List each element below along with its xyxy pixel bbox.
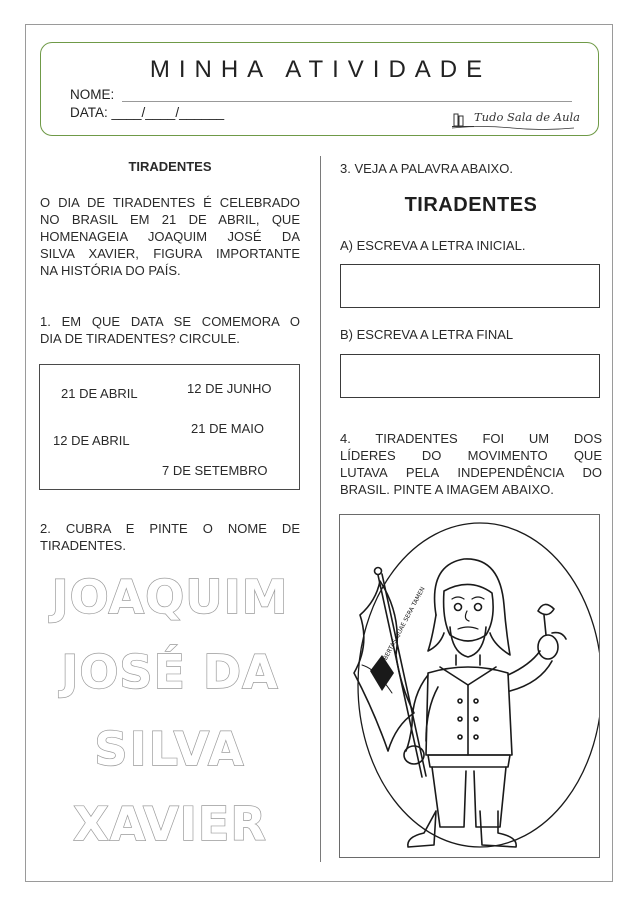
- data-label: DATA: ____/____/______: [70, 105, 225, 120]
- question-3: 3. VEJA A PALAVRA ABAIXO.: [340, 161, 513, 176]
- trace-word-silva[interactable]: SILVA: [94, 722, 246, 776]
- featured-word: TIRADENTES: [404, 194, 538, 216]
- nome-label: NOME:: [70, 87, 115, 102]
- trace-word-xavier[interactable]: XAVIER: [73, 797, 267, 851]
- coloring-image-frame[interactable]: [339, 514, 600, 858]
- column-divider: [320, 156, 321, 862]
- section-heading: TIRADENTES: [128, 159, 212, 174]
- trace-word-jose-da[interactable]: JOSÉ DA: [61, 645, 279, 699]
- logo-underline: [452, 125, 574, 131]
- date-option-12-junho[interactable]: 12 DE JUNHO: [187, 381, 272, 396]
- date-option-12-abril[interactable]: 12 DE ABRIL: [53, 433, 130, 448]
- brand-logo: [452, 108, 581, 130]
- date-option-21-abril[interactable]: 21 DE ABRIL: [61, 386, 138, 401]
- intro-line: O DIA DE TIRADENTES É CELEBRADO: [40, 195, 300, 210]
- flag-text: LIBERTAS QUAE SERA TAMEN: [379, 585, 427, 666]
- intro-line: SILVA XAVIER, FIGURA IMPORTANTE: [40, 246, 300, 261]
- intro-line: HOMENAGEIA JOAQUIM JOSÉ DA: [40, 229, 300, 244]
- date-option-7-setembro[interactable]: 7 DE SETEMBRO: [162, 463, 268, 478]
- intro-line: NO BRASIL EM 21 DE ABRIL, QUE: [40, 212, 300, 227]
- logo-text: Tudo Sala de Aula: [474, 110, 581, 124]
- question-2-line: 2. CUBRA E PINTE O NOME DE: [40, 521, 300, 536]
- nome-write-line[interactable]: [122, 101, 572, 102]
- question-4-line: LÍDERES DO MOVIMENTO QUE: [340, 448, 602, 463]
- page-title: MINHA ATIVIDADE: [149, 56, 492, 83]
- answer-box-initial-letter[interactable]: [340, 264, 600, 308]
- intro-line: NA HISTÓRIA DO PAÍS.: [40, 263, 181, 278]
- question-3b: B) ESCREVA A LETRA FINAL: [340, 327, 514, 342]
- answer-box-final-letter[interactable]: [340, 354, 600, 398]
- question-4-line: 4. TIRADENTES FOI UM DOS: [340, 431, 602, 446]
- question-2-line: TIRADENTES.: [40, 538, 126, 553]
- question-1-line: 1. EM QUE DATA SE COMEMORA O: [40, 314, 300, 329]
- trace-word-joaquim[interactable]: JOAQUIM: [51, 570, 289, 624]
- question-3a: A) ESCREVA A LETRA INICIAL.: [340, 238, 526, 253]
- question-1-line: DIA DE TIRADENTES? CIRCULE.: [40, 331, 240, 346]
- date-option-21-maio[interactable]: 21 DE MAIO: [191, 421, 264, 436]
- question-4-line: BRASIL. PINTE A IMAGEM ABAIXO.: [340, 482, 554, 497]
- tiradentes-coloring-illustration[interactable]: [340, 515, 600, 858]
- question-4-line: LUTAVA PELA INDEPENDÊNCIA DO: [340, 465, 602, 480]
